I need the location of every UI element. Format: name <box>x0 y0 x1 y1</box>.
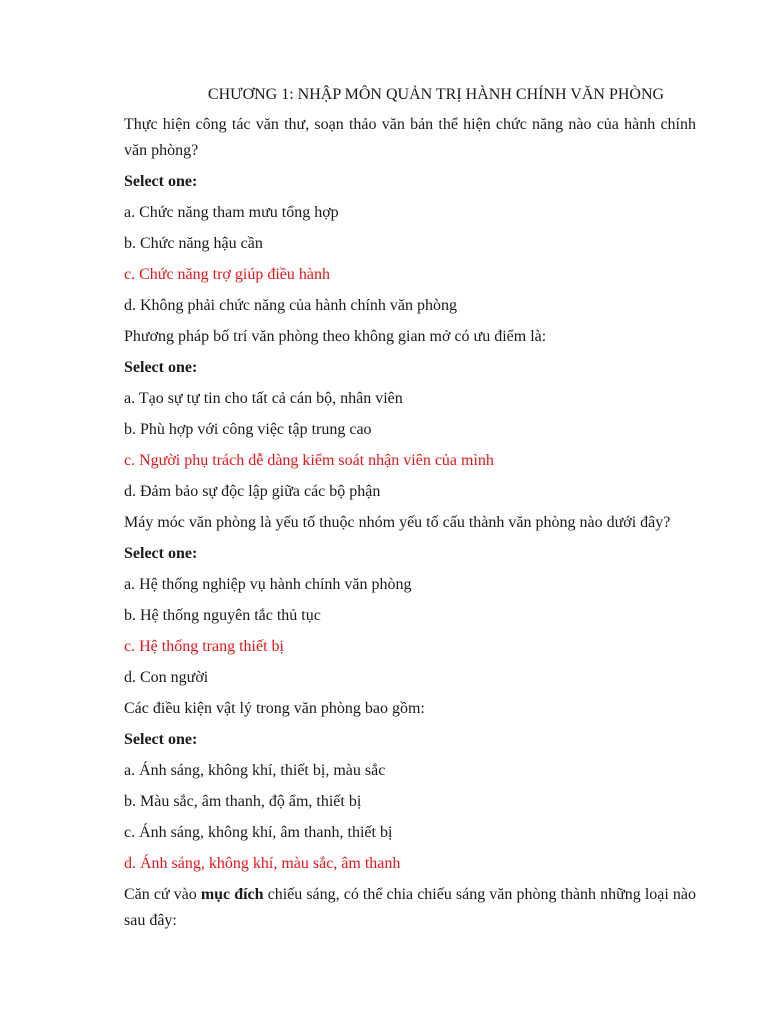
question-3-select-label: Select one: <box>124 545 198 562</box>
question-2-option-a: a. Tạo sự tự tin cho tất cả cán bộ, nhân viên <box>124 390 403 407</box>
question-1-option-c-correct: c. Chức năng trợ giúp điều hành <box>124 266 330 283</box>
question-2-option-d: d. Đảm bảo sự độc lập giữa các bộ phận <box>124 483 381 500</box>
question-1-text: Thực hiện công tác văn thư, soạn thảo văn bản thể hiện chức năng nào của hành chính văn phòng? <box>124 116 696 159</box>
question-4-option-b: b. Màu sắc, âm thanh, độ ẩm, thiết bị <box>124 793 362 810</box>
question-5-text-before: Căn cứ vào <box>124 886 201 903</box>
question-1-option-b: b. Chức năng hậu cần <box>124 235 263 252</box>
question-5-text <box>124 882 696 934</box>
question-4-option-d-correct: d. Ánh sáng, không khí, màu sắc, âm thanh <box>124 855 401 872</box>
question-4-option-a: a. Ánh sáng, không khí, thiết bị, màu sắc <box>124 762 386 779</box>
question-3-option-b: b. Hệ thống nguyên tắc thủ tục <box>124 607 321 624</box>
question-4-text: Các điều kiện vật lý trong văn phòng bao gồm: <box>124 700 425 717</box>
question-3-text: Máy móc văn phòng là yếu tố thuộc nhóm yếu tố cấu thành văn phòng nào dưới đây? <box>124 514 671 531</box>
question-1-option-d: d. Không phải chức năng của hành chính văn phòng <box>124 297 458 314</box>
question-4-option-c: c. Ánh sáng, không khí, âm thanh, thiết bị <box>124 824 393 841</box>
question-2-option-c-correct: c. Người phụ trách dễ dàng kiểm soát nhận viên của mình <box>124 452 494 469</box>
question-5-text-after: chiếu sáng, có thể chia chiếu sáng văn phòng thành những loại nào sau đây: <box>124 886 696 929</box>
chapter-title: CHƯƠNG 1: NHẬP MÔN QUẢN TRỊ HÀNH CHÍNH VĂN PHÒNG <box>207 86 665 103</box>
question-4-select-label: Select one: <box>124 731 198 748</box>
question-1-option-a: a. Chức năng tham mưu tổng hợp <box>124 204 339 221</box>
question-3-option-a: a. Hệ thống nghiệp vụ hành chính văn phòng <box>124 576 412 593</box>
question-3-option-d: d. Con người <box>124 669 209 686</box>
question-2-option-b: b. Phù hợp với công việc tập trung cao <box>124 421 372 438</box>
question-5-text-bold: mục đích <box>200 886 264 903</box>
question-2-select-label: Select one: <box>124 359 198 376</box>
question-3-option-c-correct: c. Hệ thống trang thiết bị <box>124 638 284 655</box>
question-1-select-label: Select one: <box>124 173 198 190</box>
question-2-text: Phương pháp bố trí văn phòng theo không gian mở có ưu điểm là: <box>124 328 547 345</box>
